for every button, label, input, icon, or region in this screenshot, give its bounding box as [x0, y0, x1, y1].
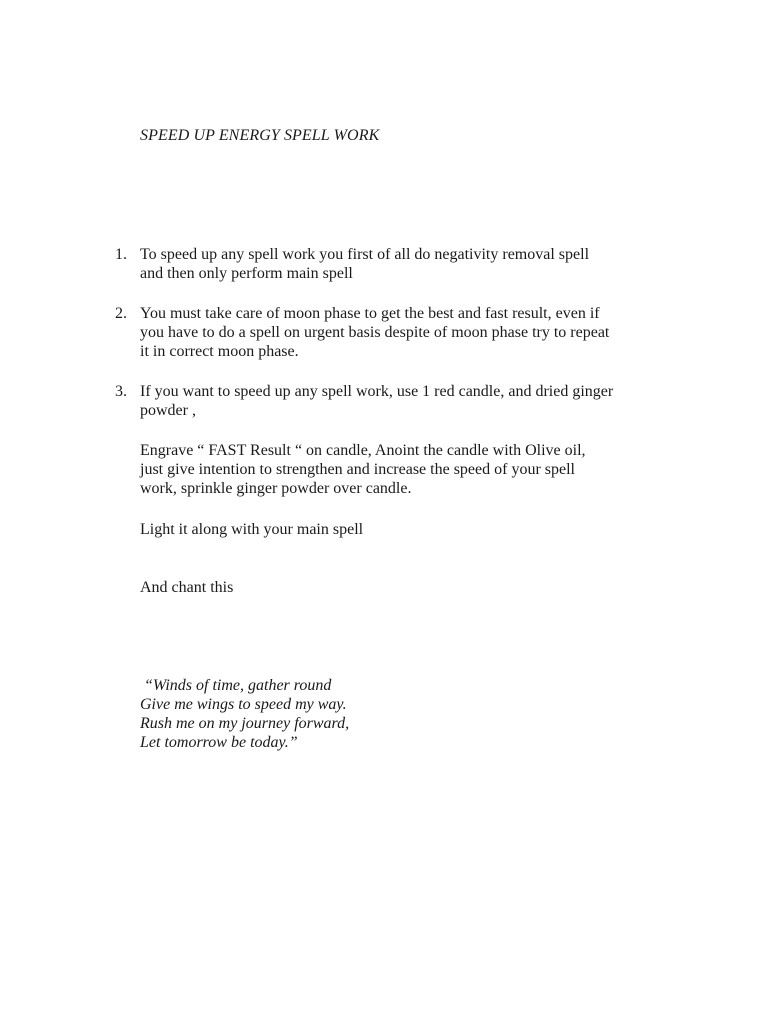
list-item-line: To speed up any spell work you first of all do negativity removal spell [140, 246, 590, 263]
list-item-line: You must take care of moon phase to get the best and fast result, even if [140, 305, 600, 322]
list-item-number: 2. [115, 305, 127, 322]
document-title: SPEED UP ENERGY SPELL WORK [140, 127, 380, 144]
chant-paragraph: And chant this [140, 579, 234, 596]
list-item-line: and then only perform main spell [140, 265, 353, 282]
list-item-number: 3. [115, 383, 127, 400]
list-item-line: you have to do a spell on urgent basis despite of moon phase try to repeat [140, 324, 610, 341]
list-item-3 [115, 382, 680, 420]
list-item-line: it in correct moon phase. [140, 343, 299, 360]
paragraph-line: work, sprinkle ginger powder over candle. [140, 480, 412, 497]
list-item-1 [115, 245, 680, 283]
poem-line: Let tomorrow be today.” [140, 734, 298, 751]
list-item-line: If you want to speed up any spell work, use 1 red candle, and dried ginger [140, 383, 614, 400]
poem-line: Give me wings to speed my way. [140, 696, 347, 713]
poem-line: “Winds of time, gather round [144, 677, 332, 694]
light-paragraph: Light it along with your main spell [140, 521, 364, 538]
list-item-line: powder , [140, 402, 196, 419]
list-item-2 [115, 304, 680, 361]
poem-line: Rush me on my journey forward, [140, 715, 350, 732]
engrave-paragraph [140, 441, 680, 498]
paragraph-line: just give intention to strengthen and increase the speed of your spell [140, 461, 575, 478]
chant-poem [140, 676, 349, 752]
list-item-number: 1. [115, 246, 127, 263]
paragraph-line: Engrave “ FAST Result “ on candle, Anoint the candle with Olive oil, [140, 442, 586, 459]
